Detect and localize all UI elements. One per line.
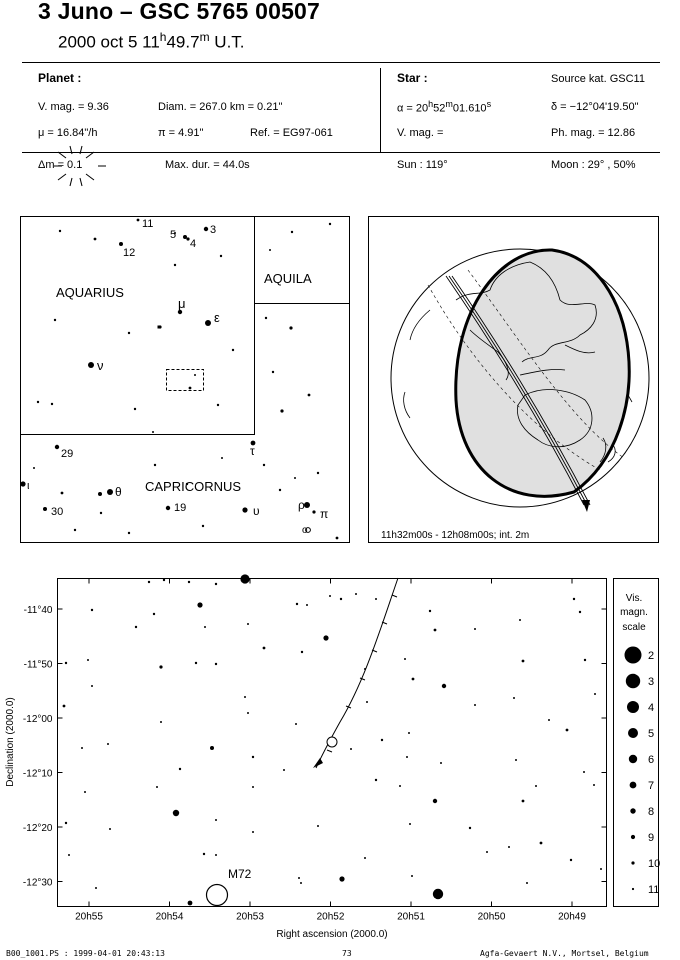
globe-caption: 11h32m00s - 12h08m00s; int. 2m	[381, 530, 530, 541]
legend-mag-label: 6	[648, 754, 655, 766]
star-label: υ	[253, 504, 260, 518]
date-main: 2000 oct 5 11	[58, 32, 160, 52]
legend-dot	[631, 835, 635, 839]
ra-main: α = 20	[397, 102, 429, 115]
star-label: 19	[174, 502, 187, 514]
star-label: 3	[210, 224, 217, 236]
star-label: ε	[214, 310, 220, 325]
y-tick-label: -12°20	[22, 823, 53, 834]
legend-dot	[630, 782, 637, 789]
legend-dot	[625, 647, 642, 664]
x-axis-label: Right ascension (2000.0)	[276, 929, 388, 940]
max-duration: Max. dur. = 44.0s	[165, 159, 250, 171]
date-minute-unit: m	[199, 30, 210, 44]
planet-heading: Planet :	[38, 71, 82, 85]
star-heading: Star :	[397, 71, 428, 85]
legend-mag-label: 11	[648, 884, 660, 896]
planet-diameter: Diam. = 267.0 km = 0.21"	[158, 101, 283, 113]
delta-mag: Δm = 0.1	[38, 159, 83, 171]
legend-title-2: magn.	[620, 607, 648, 618]
x-tick-label: 20h52	[316, 911, 345, 923]
legend-mag-label: 8	[648, 806, 655, 818]
planet-motion: μ = 16.84"/h	[38, 127, 98, 139]
y-axis-label: Declination (2000.0)	[5, 697, 16, 787]
star-label: ρ	[298, 498, 305, 512]
x-tick-label: 20h50	[477, 911, 506, 923]
x-tick-label: 20h54	[155, 911, 184, 923]
planet-vmag: V. mag. = 9.36	[38, 101, 109, 113]
constellation-aquila: AQUILA	[264, 271, 312, 286]
legend-mag-label: 5	[648, 728, 655, 740]
star-label: τ	[250, 444, 255, 458]
y-tick-label: -11°50	[23, 659, 53, 671]
constellation-capricornus: CAPRICORNUS	[145, 479, 242, 494]
legend-dot	[629, 755, 637, 763]
constellation-aquarius: AQUARIUS	[56, 285, 124, 300]
star-source: Source kat. GSC11	[551, 73, 645, 85]
sun-elongation: Sun : 119°	[397, 159, 448, 171]
legend-mag-label: 2	[648, 650, 655, 662]
star-label: θ	[115, 485, 122, 499]
legend-dot	[632, 888, 634, 890]
x-tick-label: 20h55	[75, 911, 103, 923]
legend-dot	[627, 701, 639, 713]
star-label: π	[320, 507, 329, 521]
star-label: 29	[61, 448, 74, 460]
star-phmag: Ph. mag. = 12.86	[551, 127, 636, 139]
star-label: 12	[123, 247, 136, 259]
star-label: ν	[97, 358, 104, 373]
star-label: 4	[190, 238, 197, 250]
star-label: 5	[170, 229, 177, 241]
star-dec: δ = −12°04'19.50"	[551, 101, 639, 113]
legend-mag-label: 7	[648, 780, 655, 792]
footer-credit: Agfa-Gevaert N.V., Mortsel, Belgium	[480, 949, 649, 958]
date-hour-unit: h	[159, 30, 167, 44]
legend-mag-label: 3	[648, 676, 655, 688]
moon-info: Moon : 29° , 50%	[551, 159, 636, 171]
legend-mag-label: 9	[648, 832, 655, 844]
legend-mag-label: 10	[648, 858, 661, 870]
page-title: 3 Juno – GSC 5765 00507	[38, 0, 321, 24]
y-tick-label: -12°00	[22, 714, 53, 725]
ra-s-unit: s	[486, 99, 492, 109]
star-label: ι	[27, 480, 30, 492]
y-tick-label: -11°40	[23, 605, 53, 616]
date-minutes: 49.7	[166, 32, 200, 52]
x-tick-label: 20h53	[236, 911, 264, 923]
star-label: 30	[51, 506, 64, 518]
star-vmag: V. mag. =	[397, 127, 444, 139]
ra-h-unit: h	[428, 99, 434, 109]
ra-min: 52	[433, 102, 446, 115]
star-label: 11	[142, 218, 154, 230]
planet-ref: Ref. = EG97-061	[250, 127, 333, 139]
legend-dot	[626, 674, 640, 688]
y-tick-label: -12°10	[22, 768, 53, 780]
x-tick-label: 20h49	[558, 911, 586, 923]
y-tick-label: -12°30	[22, 877, 53, 889]
star-label: μ	[178, 296, 186, 311]
x-tick-label: 20h51	[397, 911, 425, 923]
star-label: ο	[302, 525, 308, 536]
legend-dot	[631, 861, 634, 864]
ra-sec: 01.610	[452, 102, 487, 115]
legend-mag-label: 4	[648, 702, 655, 714]
m72-label: M72	[228, 867, 252, 881]
footer-file: B00_1001.PS : 1999-04-01 20:43:13	[6, 949, 165, 958]
m72-marker	[207, 885, 228, 906]
planet-parallax: π = 4.91"	[158, 127, 204, 139]
legend-dot	[630, 808, 635, 813]
legend-title-1: Vis.	[625, 593, 643, 604]
legend-dot	[628, 728, 638, 738]
ra-m-unit: m	[445, 99, 453, 109]
footer-page: 73	[342, 949, 352, 958]
legend-title-3: scale	[622, 622, 646, 633]
date-ut: U.T.	[209, 32, 245, 52]
